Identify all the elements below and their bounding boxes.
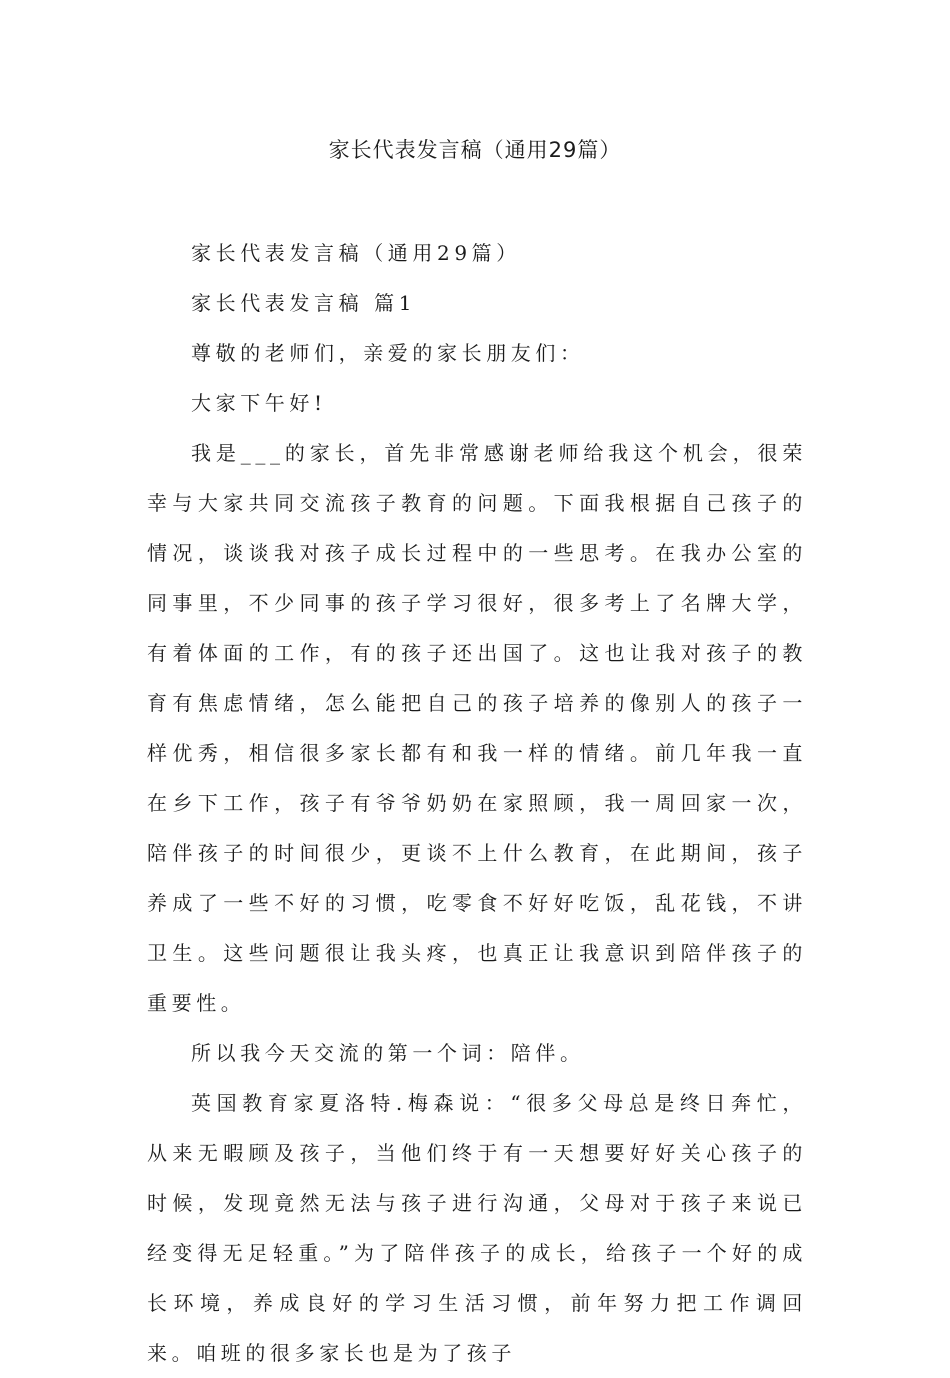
- document-body: [147, 228, 807, 1378]
- paragraph-salutation: 尊敬的老师们，亲爱的家长朋友们：: [191, 341, 585, 365]
- paragraph-subtitle: 家长代表发言稿（通用29篇）: [191, 241, 521, 265]
- paragraph-body: 所以我今天交流的第一个词：陪伴。: [191, 1041, 585, 1065]
- paragraph-body: 英国教育家夏洛特.梅森说：“很多父母总是终日奔忙，从来无暇顾及孩子，当他们终于有一天想要好好关心孩子的时候，发现竟然无法与孩子进行沟通，父母对于孩子来说已经变得无足轻重。”为了陪伴孩子的成长，给孩子一个好的成长环境，养成良好的学习生活习惯，前年努力把工作调回来。咱班的很多家长也是为了孩子: [147, 1091, 807, 1365]
- paragraph-body: 我是___的家长，首先非常感谢老师给我这个机会，很荣幸与大家共同交流孩子教育的问题。下面我根据自己孩子的情况，谈谈我对孩子成长过程中的一些思考。在我办公室的同事里，不少同事的孩子学习很好，很多考上了名牌大学，有着体面的工作，有的孩子还出国了。这也让我对孩子的教育有焦虑情绪，怎么能把自己的孩子培养的像别人的孩子一样优秀，相信很多家长都有和我一样的情绪。前几年我一直在乡下工作，孩子有爷爷奶奶在家照顾，我一周回家一次，陪伴孩子的时间很少，更谈不上什么教育，在此期间，孩子养成了一些不好的习惯，吃零食不好好吃饭，乱花钱，不讲卫生。这些问题很让我头疼，也真正让我意识到陪伴孩子的重要性。: [147, 441, 807, 1015]
- paragraph-greeting: 大家下午好!: [191, 391, 327, 415]
- document-title: 家长代表发言稿（通用29篇）: [328, 138, 622, 162]
- paragraph-section-heading: 家长代表发言稿 篇1: [191, 291, 417, 315]
